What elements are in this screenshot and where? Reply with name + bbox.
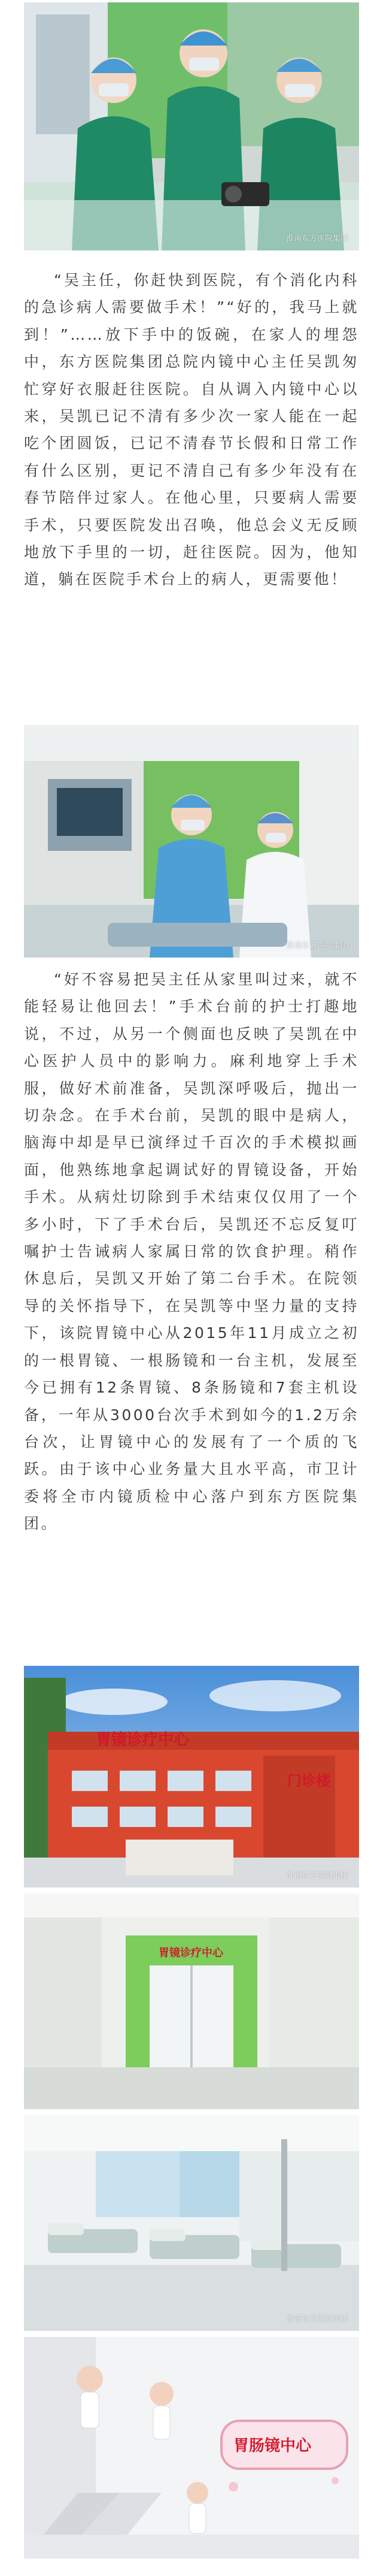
- building-sign-side: 门诊楼: [287, 1772, 330, 1789]
- corridor-sign: 胃镜诊疗中心: [159, 1947, 223, 1959]
- building-sign-main: 胃镜诊疗中心: [96, 1731, 190, 1749]
- photo-watermark: 淮南东方医院集团: [285, 941, 348, 950]
- mural-sign: 胃肠镜中心: [233, 2437, 312, 2455]
- stairwell-mural-photo: [24, 2337, 359, 2559]
- photo-watermark: 淮南东方医院集团: [285, 234, 348, 243]
- surgery-team-photo: [24, 2, 359, 250]
- endoscopy-procedure-photo: [24, 725, 359, 958]
- center-corridor-photo: [24, 1894, 359, 2109]
- article-paragraph-1: “吴主任，你赶快到医院，有个消化内科的急诊病人需要做手术！”“好的，我马上就到！”……放下手中的饭碗，在家人的埋怨中，东方医院集团总院内镜中心主任吴凯匆忙穿好衣服赶往医院。自从调入内镜中心以来，吴凯已记不清有多少次一家人能在一起吃个团圆饭，已记不清春节长假和日常工作有什么区别，更记不清自己有多少年没有在春节陪伴过家人。在他心里，只要病人需要手术，只要医院发出召唤，他总会义无反顾地放下手里的一切，赶往医院。因为，他知道，躺在医院手术台上的病人，更需要他！: [24, 271, 359, 588]
- recovery-ward-photo: [24, 2115, 359, 2331]
- photo-watermark: 淮南东方医院集团: [285, 2315, 348, 2324]
- building-exterior-photo: [24, 1666, 359, 1888]
- photo-watermark: 淮南东方医院集团: [285, 1871, 348, 1880]
- article-paragraph-2: “好不容易把吴主任从家里叫过来，就不能轻易让他回去！”手术台前的护士打趣地说，不过，从另一个侧面也反映了吴凯在中心医护人员中的影响力。麻利地穿上手术服，做好术前准备，吴凯深呼吸后，抛出一切杂念。在手术台前，吴凯的眼中是病人，脑海中却是早已演绎过千百次的手术模拟画面，他熟练地拿起调试好的胃镜设备，开始手术。从病灶切除到手术结束仅仅用了一个多小时，下了手术台后，吴凯还不忘反复叮嘱护士告诫病人家属日常的饮食护理。稍作休息后，吴凯又开始了第二台手术。在院领导的关怀指导下，在吴凯等中坚力量的支持下，该院胃镜中心从2015年11月成立之初的一根胃镜、一根肠镜和一台主机，发展至今已拥有12条胃镜、8条肠镜和7套主机设备，一年从3000台次手术到如今的1.2万余台次，让胃镜中心的发展有了一个质的飞跃。由于该中心业务量大且水平高，市卫计委将全市内镜质检中心落户到东方医院集团。: [24, 971, 359, 1533]
